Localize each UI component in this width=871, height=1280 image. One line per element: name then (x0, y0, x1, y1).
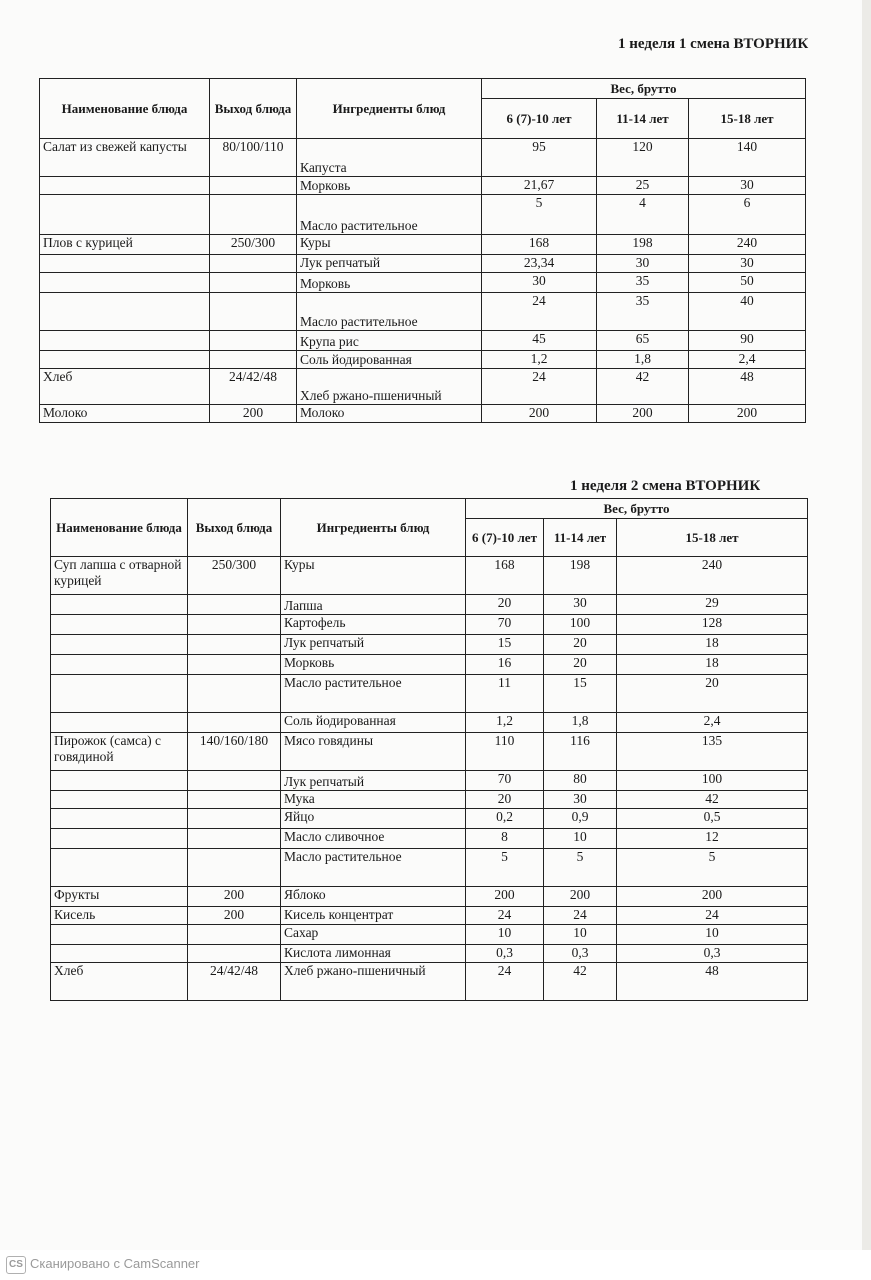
table-row (51, 907, 808, 925)
dish-name-cell (40, 293, 210, 331)
yield-cell: 200 (188, 907, 281, 925)
table-header-row (51, 499, 808, 519)
ingredient-cell: Масло растительное (281, 675, 466, 713)
yield-cell (210, 273, 297, 293)
ingredient-cell: Кисель концентрат (281, 907, 466, 925)
weight-age-11-14-cell: 65 (597, 331, 689, 351)
dish-name-cell: Салат из свежей капусты (40, 139, 210, 177)
table-row (40, 255, 806, 273)
table-row (51, 849, 808, 887)
weight-age-6-10-cell: 11 (466, 675, 544, 713)
weight-age-15-18-cell: 135 (617, 733, 808, 771)
weight-age-11-14-cell: 10 (544, 925, 617, 945)
dish-name-cell: Фрукты (51, 887, 188, 907)
ingredient-cell: Лапша (281, 595, 466, 615)
table-row (40, 331, 806, 351)
dish-name-cell (40, 195, 210, 235)
yield-cell (188, 945, 281, 963)
yield-cell (188, 615, 281, 635)
weight-age-15-18-cell: 20 (617, 675, 808, 713)
ingredient-cell: Масло сливочное (281, 829, 466, 849)
weight-age-6-10-cell: 0,2 (466, 809, 544, 829)
header-age-15-18: 15-18 лет (689, 99, 806, 139)
weight-age-6-10-cell: 30 (482, 273, 597, 293)
table-row (40, 273, 806, 293)
weight-age-11-14-cell: 20 (544, 635, 617, 655)
weight-age-6-10-cell: 1,2 (482, 351, 597, 369)
page-edge (862, 0, 871, 1250)
weight-age-11-14-cell: 4 (597, 195, 689, 235)
table-row (40, 177, 806, 195)
weight-age-11-14-cell: 200 (597, 405, 689, 423)
weight-age-15-18-cell: 0,3 (617, 945, 808, 963)
table-row (51, 733, 808, 771)
table-row (40, 139, 806, 177)
ingredient-cell: Мясо говядины (281, 733, 466, 771)
weight-age-6-10-cell: 24 (482, 293, 597, 331)
table-row (40, 195, 806, 235)
header-ingredients: Ингредиенты блюд (281, 499, 466, 557)
weight-age-15-18-cell: 2,4 (617, 713, 808, 733)
ingredient-cell: Сахар (281, 925, 466, 945)
weight-age-6-10-cell: 0,3 (466, 945, 544, 963)
weight-age-11-14-cell: 10 (544, 829, 617, 849)
yield-cell: 24/42/48 (210, 369, 297, 405)
yield-cell (188, 595, 281, 615)
weight-age-11-14-cell: 30 (597, 255, 689, 273)
weight-age-6-10-cell: 16 (466, 655, 544, 675)
dish-name-cell: Кисель (51, 907, 188, 925)
table-row (51, 713, 808, 733)
dish-name-cell (51, 849, 188, 887)
table-row (51, 675, 808, 713)
dish-name-cell (51, 655, 188, 675)
yield-cell (188, 713, 281, 733)
weight-age-6-10-cell: 200 (482, 405, 597, 423)
dish-name-cell (51, 809, 188, 829)
table-row (51, 809, 808, 829)
table-row (40, 369, 806, 405)
weight-age-11-14-cell: 198 (544, 557, 617, 595)
header-age-6-10: 6 (7)-10 лет (482, 99, 597, 139)
table-header-row (40, 79, 806, 99)
header-weight: Вес, брутто (482, 79, 806, 99)
header-ingredients: Ингредиенты блюд (297, 79, 482, 139)
dish-name-cell (51, 595, 188, 615)
weight-age-15-18-cell: 200 (689, 405, 806, 423)
weight-age-15-18-cell: 30 (689, 177, 806, 195)
weight-age-11-14-cell: 42 (597, 369, 689, 405)
weight-age-6-10-cell: 168 (482, 235, 597, 255)
weight-age-15-18-cell: 29 (617, 595, 808, 615)
weight-age-6-10-cell: 23,34 (482, 255, 597, 273)
dish-name-cell (40, 273, 210, 293)
weight-age-6-10-cell: 20 (466, 595, 544, 615)
dish-name-cell (51, 635, 188, 655)
table-row (51, 791, 808, 809)
yield-cell (188, 635, 281, 655)
weight-age-15-18-cell: 18 (617, 655, 808, 675)
weight-age-6-10-cell: 5 (466, 849, 544, 887)
weight-age-6-10-cell: 5 (482, 195, 597, 235)
weight-age-15-18-cell: 100 (617, 771, 808, 791)
weight-age-6-10-cell: 20 (466, 791, 544, 809)
weight-age-6-10-cell: 168 (466, 557, 544, 595)
header-dish: Наименование блюда (51, 499, 188, 557)
table-row (40, 293, 806, 331)
header-weight: Вес, брутто (466, 499, 808, 519)
weight-age-11-14-cell: 24 (544, 907, 617, 925)
table-row (51, 963, 808, 1001)
weight-age-6-10-cell: 8 (466, 829, 544, 849)
header-age-11-14: 11-14 лет (597, 99, 689, 139)
ingredient-cell: Куры (281, 557, 466, 595)
weight-age-6-10-cell: 10 (466, 925, 544, 945)
weight-age-15-18-cell: 50 (689, 273, 806, 293)
ingredient-cell: Масло растительное (281, 849, 466, 887)
ingredient-cell: Кислота лимонная (281, 945, 466, 963)
yield-cell: 250/300 (188, 557, 281, 595)
ingredient-cell: Хлеб ржано-пшеничный (297, 369, 482, 405)
ingredient-cell: Морковь (297, 177, 482, 195)
table-row (51, 925, 808, 945)
weight-age-11-14-cell: 100 (544, 615, 617, 635)
weight-age-15-18-cell: 40 (689, 293, 806, 331)
weight-age-6-10-cell: 15 (466, 635, 544, 655)
ingredient-cell: Крупа рис (297, 331, 482, 351)
yield-cell (188, 771, 281, 791)
weight-age-11-14-cell: 5 (544, 849, 617, 887)
yield-cell (188, 675, 281, 713)
weight-age-15-18-cell: 0,5 (617, 809, 808, 829)
yield-cell: 24/42/48 (188, 963, 281, 1001)
menu-table-shift-2 (50, 498, 808, 1001)
dish-name-cell (40, 255, 210, 273)
weight-age-11-14-cell: 1,8 (544, 713, 617, 733)
weight-age-11-14-cell: 0,3 (544, 945, 617, 963)
ingredient-cell: Картофель (281, 615, 466, 635)
table-row (51, 771, 808, 791)
dish-name-cell: Хлеб (51, 963, 188, 1001)
ingredient-cell: Молоко (297, 405, 482, 423)
weight-age-11-14-cell: 35 (597, 293, 689, 331)
weight-age-6-10-cell: 1,2 (466, 713, 544, 733)
weight-age-15-18-cell: 128 (617, 615, 808, 635)
weight-age-15-18-cell: 48 (617, 963, 808, 1001)
weight-age-11-14-cell: 1,8 (597, 351, 689, 369)
weight-age-15-18-cell: 240 (617, 557, 808, 595)
table-row (51, 557, 808, 595)
weight-age-15-18-cell: 90 (689, 331, 806, 351)
table-row (51, 615, 808, 635)
camscanner-icon: CS (6, 1256, 26, 1274)
weight-age-6-10-cell: 70 (466, 615, 544, 635)
table-row (40, 351, 806, 369)
header-age-11-14: 11-14 лет (544, 519, 617, 557)
dish-name-cell: Плов с курицей (40, 235, 210, 255)
ingredient-cell: Морковь (281, 655, 466, 675)
weight-age-11-14-cell: 116 (544, 733, 617, 771)
ingredient-cell: Куры (297, 235, 482, 255)
dish-name-cell: Молоко (40, 405, 210, 423)
yield-cell (210, 195, 297, 235)
header-yield: Выход блюда (188, 499, 281, 557)
ingredient-cell: Хлеб ржано-пшеничный (281, 963, 466, 1001)
yield-cell (188, 849, 281, 887)
weight-age-6-10-cell: 110 (466, 733, 544, 771)
weight-age-6-10-cell: 24 (466, 907, 544, 925)
ingredient-cell: Капуста (297, 139, 482, 177)
table-row (51, 655, 808, 675)
yield-cell (188, 809, 281, 829)
weight-age-15-18-cell: 10 (617, 925, 808, 945)
weight-age-6-10-cell: 21,67 (482, 177, 597, 195)
scanner-watermark-text: Сканировано с CamScanner (30, 1256, 200, 1271)
ingredient-cell: Яблоко (281, 887, 466, 907)
weight-age-15-18-cell: 200 (617, 887, 808, 907)
weight-age-15-18-cell: 24 (617, 907, 808, 925)
table-row (51, 595, 808, 615)
yield-cell (210, 177, 297, 195)
section2-title: 1 неделя 2 смена ВТОРНИК (570, 478, 761, 494)
dish-name-cell (51, 829, 188, 849)
weight-age-6-10-cell: 200 (466, 887, 544, 907)
yield-cell (188, 829, 281, 849)
weight-age-11-14-cell: 198 (597, 235, 689, 255)
header-dish: Наименование блюда (40, 79, 210, 139)
dish-name-cell: Суп лапша с отварной курицей (51, 557, 188, 595)
yield-cell: 200 (188, 887, 281, 907)
ingredient-cell: Лук репчатый (281, 771, 466, 791)
table-body (40, 79, 806, 423)
yield-cell (210, 351, 297, 369)
weight-age-15-18-cell: 12 (617, 829, 808, 849)
dish-name-cell (40, 351, 210, 369)
section1-title: 1 неделя 1 смена ВТОРНИК (618, 36, 809, 52)
dish-name-cell (51, 925, 188, 945)
weight-age-11-14-cell: 42 (544, 963, 617, 1001)
table-row (40, 405, 806, 423)
weight-age-11-14-cell: 25 (597, 177, 689, 195)
menu-table-shift-1 (39, 78, 806, 423)
dish-name-cell (51, 713, 188, 733)
table-row (51, 887, 808, 907)
weight-age-15-18-cell: 2,4 (689, 351, 806, 369)
yield-cell (210, 293, 297, 331)
yield-cell (210, 255, 297, 273)
table-row (40, 235, 806, 255)
yield-cell (188, 925, 281, 945)
dish-name-cell (51, 675, 188, 713)
header-age-6-10: 6 (7)-10 лет (466, 519, 544, 557)
yield-cell: 200 (210, 405, 297, 423)
dish-name-cell (51, 615, 188, 635)
weight-age-11-14-cell: 120 (597, 139, 689, 177)
yield-cell (188, 655, 281, 675)
ingredient-cell: Масло растительное (297, 195, 482, 235)
yield-cell: 80/100/110 (210, 139, 297, 177)
dish-name-cell (51, 771, 188, 791)
weight-age-15-18-cell: 42 (617, 791, 808, 809)
weight-age-11-14-cell: 20 (544, 655, 617, 675)
weight-age-15-18-cell: 48 (689, 369, 806, 405)
weight-age-6-10-cell: 45 (482, 331, 597, 351)
ingredient-cell: Лук репчатый (297, 255, 482, 273)
yield-cell: 140/160/180 (188, 733, 281, 771)
weight-age-6-10-cell: 24 (482, 369, 597, 405)
dish-name-cell (40, 331, 210, 351)
dish-name-cell: Пирожок (самса) с говядиной (51, 733, 188, 771)
ingredient-cell: Соль йодированная (281, 713, 466, 733)
weight-age-11-14-cell: 30 (544, 791, 617, 809)
weight-age-15-18-cell: 5 (617, 849, 808, 887)
table-body (51, 499, 808, 1001)
dish-name-cell (51, 791, 188, 809)
table-row (51, 945, 808, 963)
scanner-footer (0, 1250, 871, 1280)
ingredient-cell: Соль йодированная (297, 351, 482, 369)
weight-age-6-10-cell: 70 (466, 771, 544, 791)
table-row (51, 829, 808, 849)
dish-name-cell (51, 945, 188, 963)
weight-age-11-14-cell: 15 (544, 675, 617, 713)
weight-age-11-14-cell: 200 (544, 887, 617, 907)
dish-name-cell: Хлеб (40, 369, 210, 405)
ingredient-cell: Мука (281, 791, 466, 809)
weight-age-15-18-cell: 240 (689, 235, 806, 255)
weight-age-15-18-cell: 6 (689, 195, 806, 235)
table-row (51, 635, 808, 655)
weight-age-15-18-cell: 30 (689, 255, 806, 273)
ingredient-cell: Лук репчатый (281, 635, 466, 655)
weight-age-6-10-cell: 95 (482, 139, 597, 177)
ingredient-cell: Масло растительное (297, 293, 482, 331)
weight-age-11-14-cell: 35 (597, 273, 689, 293)
yield-cell: 250/300 (210, 235, 297, 255)
weight-age-11-14-cell: 0,9 (544, 809, 617, 829)
yield-cell (188, 791, 281, 809)
header-age-15-18: 15-18 лет (617, 519, 808, 557)
ingredient-cell: Яйцо (281, 809, 466, 829)
yield-cell (210, 331, 297, 351)
weight-age-11-14-cell: 30 (544, 595, 617, 615)
weight-age-15-18-cell: 18 (617, 635, 808, 655)
header-yield: Выход блюда (210, 79, 297, 139)
dish-name-cell (40, 177, 210, 195)
weight-age-6-10-cell: 24 (466, 963, 544, 1001)
ingredient-cell: Морковь (297, 273, 482, 293)
weight-age-15-18-cell: 140 (689, 139, 806, 177)
weight-age-11-14-cell: 80 (544, 771, 617, 791)
